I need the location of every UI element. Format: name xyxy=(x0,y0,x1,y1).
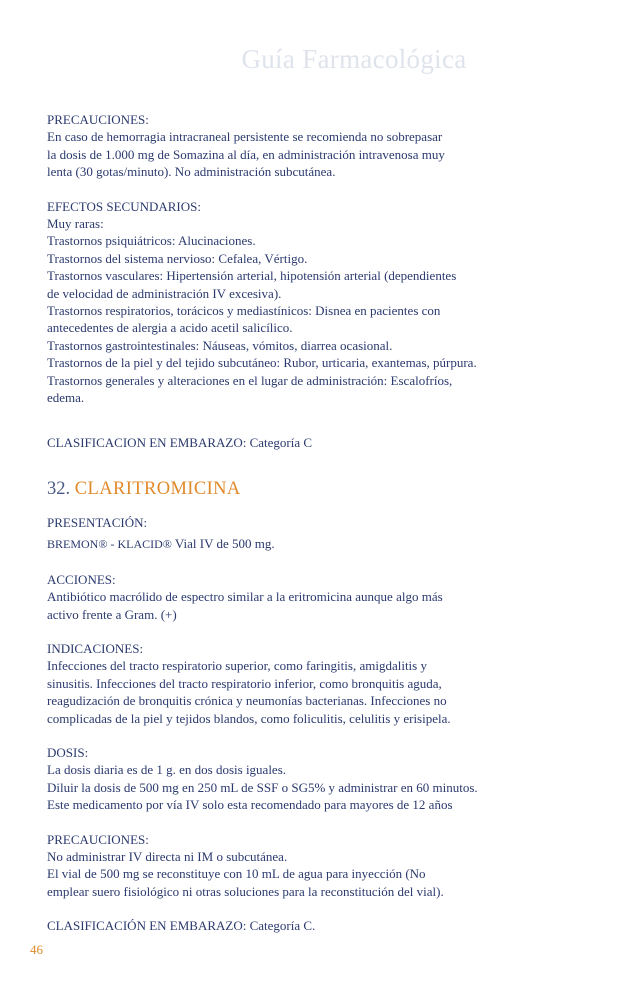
text-line: emplear suero fisiológico ni otras soluciones para la reconstitución del vial). xyxy=(47,883,444,899)
text-line: Trastornos generales y alteraciones en el lugar de administración: Escalofríos, xyxy=(47,372,453,388)
text-line: Trastornos psiquiátricos: Alucinaciones. xyxy=(47,233,256,249)
text-line: edema. xyxy=(47,390,85,406)
text-line: Trastornos del sistema nervioso: Cefalea, Vértigo. xyxy=(47,250,308,266)
text-line: sinusitis. Infecciones del tracto respiratorio inferior, como bronquitis aguda, xyxy=(47,675,442,691)
text-line: La dosis diaria es de 1 g. en dos dosis iguales. xyxy=(47,762,287,778)
claritromicina-precauciones-section xyxy=(47,831,607,901)
text-line: Antibiótico macrólido de espectro similar a la eritromicina aunque algo más xyxy=(47,589,443,605)
text-line: Trastornos respiratorios, torácicos y mediastínicos: Disnea en pacientes con xyxy=(47,303,441,319)
claritromicina-embarazo-section xyxy=(47,917,607,934)
indicaciones-section xyxy=(47,640,607,727)
section-label: DOSIS: xyxy=(47,744,89,760)
text-line: Infecciones del tracto respiratorio superior, como faringitis, amigdalitis y xyxy=(47,658,427,674)
section-label: PRECAUCIONES: xyxy=(47,831,149,847)
text-line: Trastornos de la piel y del tejido subcutáneo: Rubor, urticaria, exantemas, púrpura. xyxy=(47,355,477,371)
somazina-embarazo-section xyxy=(47,434,607,451)
drug-title xyxy=(47,478,607,500)
presentacion-section xyxy=(47,514,607,554)
text-line: antecedentes de alergia a acido acetil salicílico. xyxy=(47,320,293,336)
section-label: EFECTOS SECUNDARIOS: xyxy=(47,198,201,214)
somazina-precauciones-section xyxy=(47,111,607,181)
text-line: Este medicamento por vía IV solo esta recomendado para mayores de 12 años xyxy=(47,797,453,813)
page-content xyxy=(47,111,607,935)
somazina-efectos-section xyxy=(47,198,607,407)
dosis-section xyxy=(47,744,607,814)
section-label: INDICACIONES: xyxy=(47,640,144,656)
text-line: complicadas de la piel y tejidos blandos, como foliculitis, celulitis y erisipela. xyxy=(47,710,451,726)
drug-number: 32. xyxy=(47,478,71,499)
section-label: PRECAUCIONES: xyxy=(47,112,149,127)
page-header-title: Guía Farmacológica xyxy=(241,44,467,74)
brand-names: BREMON® - KLACID® xyxy=(47,537,172,552)
section-label: ACCIONES: xyxy=(47,571,116,587)
text-line: de velocidad de administración IV excesiva). xyxy=(47,285,282,301)
section-label: PRESENTACIÓN: xyxy=(47,514,148,530)
text-line: Trastornos vasculares: Hipertensión arterial, hipotensión arterial (dependientes xyxy=(47,268,457,284)
text-line: la dosis de 1.000 mg de Somazina al día, en administración intravenosa muy xyxy=(47,146,445,162)
text-line: lenta (30 gotas/minuto). No administración subcutánea. xyxy=(47,164,336,180)
text-line: activo frente a Gram. (+) xyxy=(47,606,177,622)
text-line: reagudización de bronquitis crónica y neumonías bacterianas. Infecciones no xyxy=(47,693,447,709)
acciones-section xyxy=(47,571,607,623)
presentacion-text: Vial IV de 500 mg. xyxy=(171,536,275,552)
text-line: Trastornos gastrointestinales: Náuseas, vómitos, diarrea ocasional. xyxy=(47,337,393,353)
embarazo-classification: CLASIFICACION EN EMBARAZO: Categoría C xyxy=(47,434,313,450)
text-line: No administrar IV directa ni IM o subcutánea. xyxy=(47,849,288,864)
drug-name: CLARITROMICINA xyxy=(74,478,241,499)
presentacion-line xyxy=(47,535,607,553)
text-line: Diluir la dosis de 500 mg en 250 mL de SSF o SG5% y administrar en 60 minutos. xyxy=(47,779,478,795)
text-line: En caso de hemorragia intracraneal persistente se recomienda no sobrepasar xyxy=(47,129,443,145)
embarazo-classification: CLASIFICACIÓN EN EMBARAZO: Categoría C. xyxy=(47,918,316,934)
text-line: Muy raras: xyxy=(47,216,104,232)
page-number: 46 xyxy=(30,942,43,957)
text-line: El vial de 500 mg se reconstituye con 10 mL de agua para inyección (No xyxy=(47,866,426,882)
